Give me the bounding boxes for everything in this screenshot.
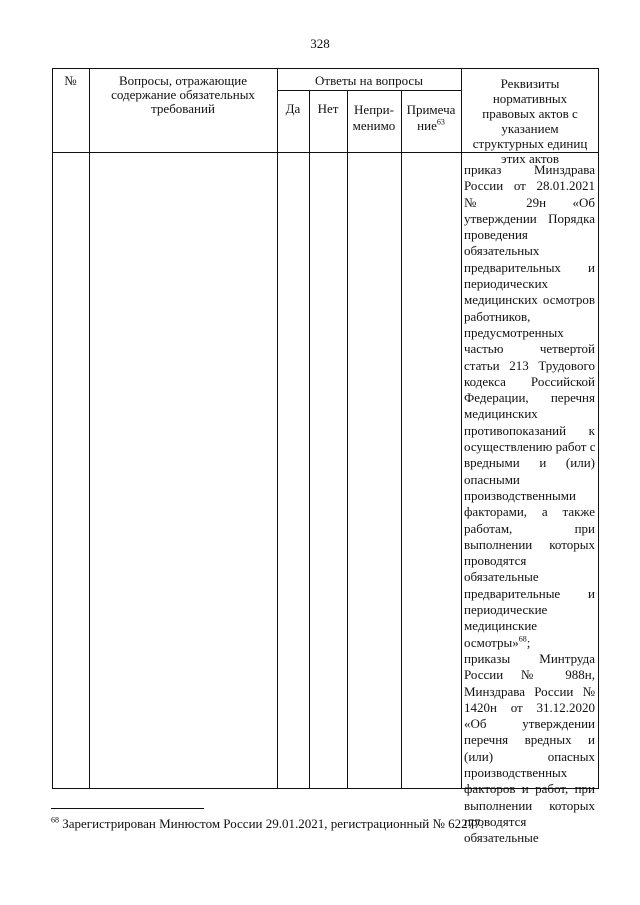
requisites-line: обязательных bbox=[464, 243, 540, 259]
requisites-line: выполнении которых bbox=[464, 536, 595, 552]
requisites-line: осуществлению работ с bbox=[464, 439, 595, 455]
requisites-line: медицинских осмотров bbox=[464, 292, 595, 308]
requisites-line: вредными и (или) bbox=[464, 455, 595, 471]
requisites-line: факторами, а также bbox=[464, 504, 595, 520]
header-questions: Вопросы, отражающие содержание обязательных требований bbox=[111, 73, 255, 116]
requisites-line: кодекса Российской bbox=[464, 373, 595, 389]
header-na-line1: Непри- bbox=[354, 102, 394, 117]
table-top-border bbox=[52, 68, 599, 69]
requisites-line: приказ Минздрава bbox=[464, 162, 595, 177]
col-divider-questions bbox=[277, 68, 278, 789]
col-divider-note bbox=[461, 68, 462, 789]
footnote-marker: 68 bbox=[51, 815, 59, 825]
requisites-line: предварительные и bbox=[464, 585, 595, 601]
requisites-line: осмотры»$^{68}$; bbox=[464, 634, 531, 650]
requisites-line: Федерации, перечня bbox=[464, 390, 595, 406]
requisites-line: выполнении которых bbox=[464, 797, 595, 813]
requisites-line: приказы Минтруда bbox=[464, 650, 595, 666]
requisites-line: частью четвертой bbox=[464, 341, 595, 357]
header-note bbox=[401, 102, 461, 134]
requisites-line: предварительных и bbox=[464, 259, 595, 275]
requisites-line: утверждении Порядка bbox=[464, 210, 595, 226]
requisites-line: периодических bbox=[464, 276, 549, 292]
page-number: 328 bbox=[310, 36, 330, 51]
requisites-line: проводятся bbox=[464, 553, 527, 569]
header-num: № bbox=[64, 73, 77, 88]
requisites-line: работам, при bbox=[464, 520, 595, 536]
requisites-line: периодические bbox=[464, 602, 548, 618]
header-answers: Ответы на вопросы bbox=[315, 73, 423, 88]
footnote-ref: 68 bbox=[518, 634, 527, 644]
requisites-line: медицинские bbox=[464, 618, 538, 634]
requisites-line: опасными bbox=[464, 471, 520, 487]
requisites-line: № 29н «Об bbox=[464, 194, 595, 210]
requisites-line: России № 988н, bbox=[464, 667, 595, 683]
requisites-line: обязательные bbox=[464, 569, 539, 585]
header-not-applicable bbox=[347, 102, 401, 134]
table-left-border bbox=[52, 68, 53, 789]
requisites-line: «Об утверждении bbox=[464, 716, 595, 732]
footnote-separator bbox=[51, 808, 204, 809]
requisites-line: предусмотренных bbox=[464, 324, 564, 340]
footnote bbox=[51, 816, 484, 832]
requisites-line: проводятся bbox=[464, 813, 527, 829]
requisites-line: обязательные bbox=[464, 830, 539, 846]
header-note-line2: ние bbox=[417, 118, 437, 133]
header-no: Нет bbox=[317, 101, 339, 116]
col-divider-num bbox=[89, 68, 90, 789]
header-note-footnote-ref: 63 bbox=[436, 117, 445, 127]
requisites-line: перечня вредных и bbox=[464, 732, 595, 748]
requisites-line: производственными bbox=[464, 487, 576, 503]
requisites-line: проведения bbox=[464, 227, 528, 243]
col-divider-no bbox=[347, 90, 348, 789]
requisites-line: производственных bbox=[464, 764, 568, 780]
requisites-line: России от 28.01.2021 bbox=[464, 178, 595, 194]
requisites-line: факторов и работ, при bbox=[464, 781, 595, 797]
answers-subheader-rule bbox=[277, 90, 462, 91]
col-divider-na bbox=[401, 90, 402, 789]
requisites-line: 1420н от 31.12.2020 bbox=[464, 699, 595, 715]
table-right-border bbox=[598, 68, 599, 789]
header-yes: Да bbox=[285, 101, 301, 116]
col-divider-yes bbox=[309, 90, 310, 789]
requisites-cell bbox=[464, 162, 595, 846]
header-na-line2: менимо bbox=[352, 118, 396, 133]
requisites-line: противопоказаний к bbox=[464, 422, 595, 438]
footnote-text: Зарегистрирован Минюстом России 29.01.2021, регистрационный № 62277. bbox=[62, 816, 484, 831]
header-requisites: Реквизиты нормативных правовых актов с указанием структурных единиц этих актов bbox=[472, 76, 588, 166]
requisites-line: статьи 213 Трудового bbox=[464, 357, 595, 373]
requisites-line: работников, bbox=[464, 308, 531, 324]
requisites-line: Минздрава России № bbox=[464, 683, 595, 699]
header-note-line1: Примеча bbox=[406, 102, 456, 117]
requisites-line: (или) опасных bbox=[464, 748, 595, 764]
requisites-line: медицинских bbox=[464, 406, 538, 422]
